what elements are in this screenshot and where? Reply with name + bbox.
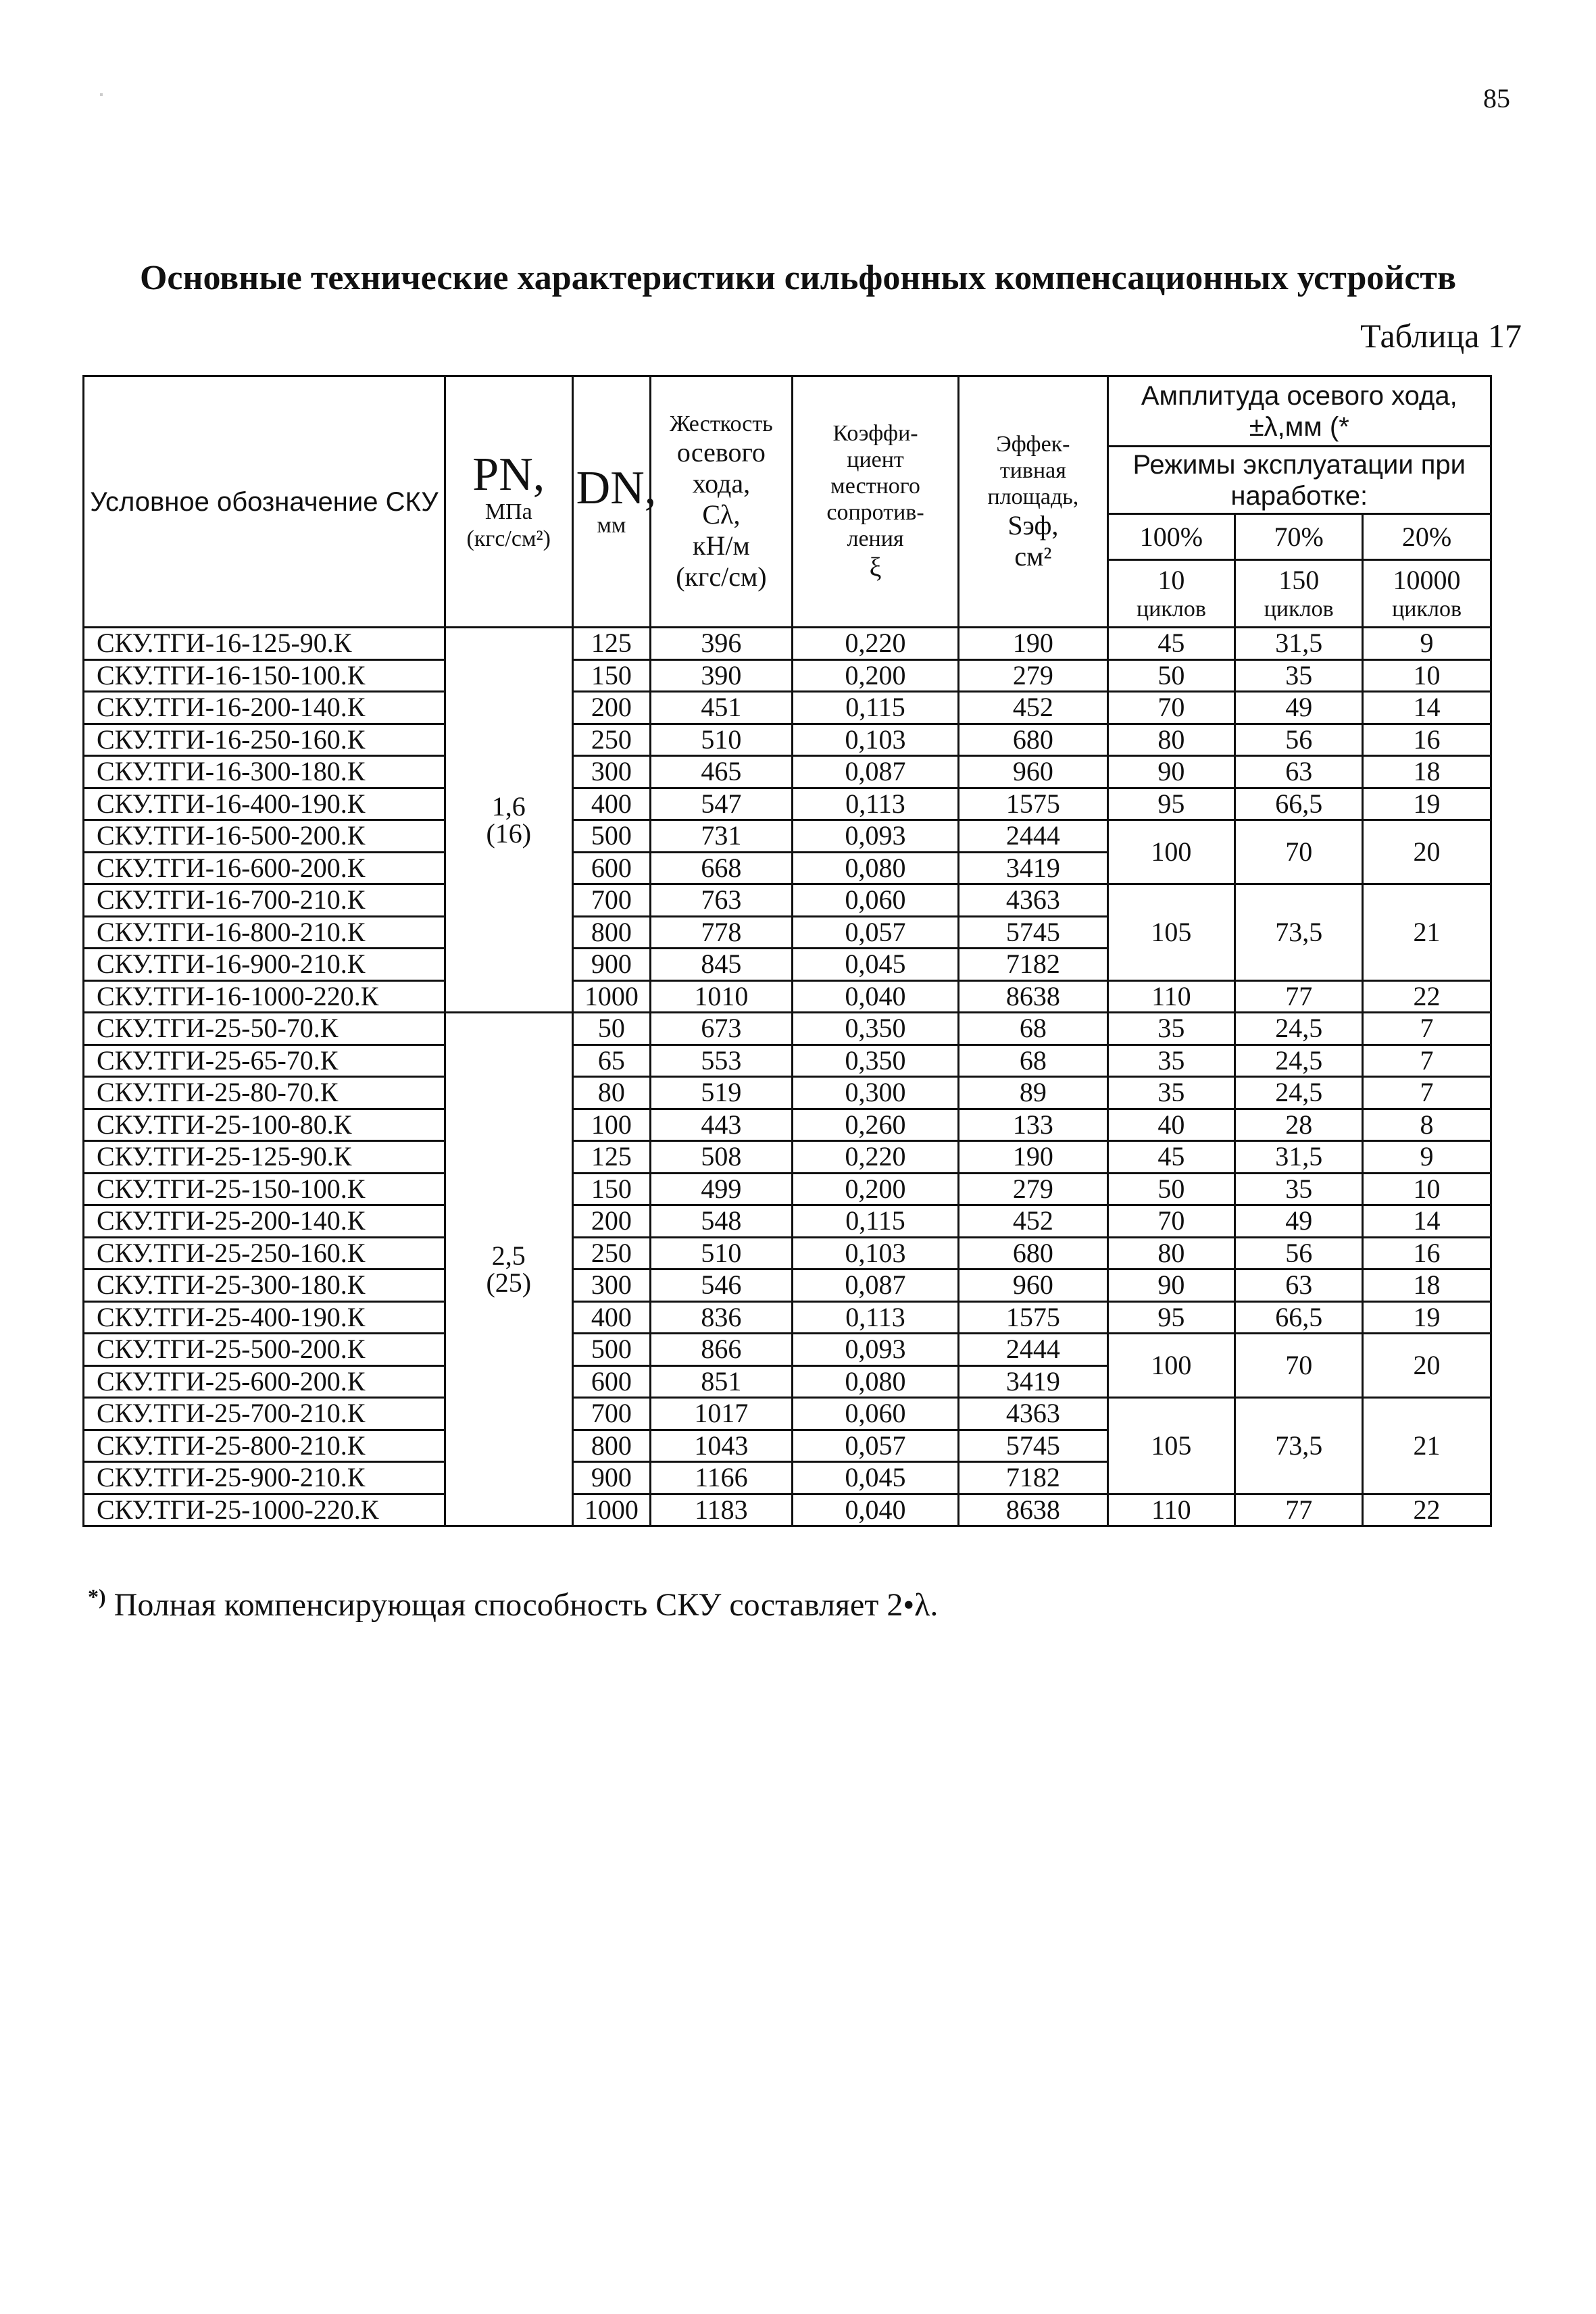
area-cell: 680 [959,724,1107,756]
amplitude-70-cell: 70 [1235,820,1363,884]
amplitude-20-cell: 7 [1363,1013,1491,1045]
area-cell: 960 [959,756,1107,788]
area-cell: 7182 [959,1462,1107,1494]
table-row [84,756,1491,788]
stiffness-cell: 778 [651,916,793,949]
header-pn: PN, МПа (кгс/см²) [445,376,572,628]
dn-cell: 800 [572,1430,650,1462]
designation-cell: СКУ.ТГИ-25-65-70.К [84,1045,445,1077]
designation-cell: СКУ.ТГИ-16-400-190.К [84,788,445,820]
dn-cell: 150 [572,659,650,692]
amplitude-100-cell: 90 [1107,1269,1235,1302]
designation-cell: СКУ.ТГИ-25-50-70.К [84,1013,445,1045]
pn-value: 2,5 [491,1240,526,1271]
coefficient-cell: 0,260 [792,1109,958,1141]
area-cell: 4363 [959,1398,1107,1430]
area-cell: 8638 [959,980,1107,1013]
area-cell: 2444 [959,1334,1107,1366]
page-number: 85 [1483,83,1510,114]
coefficient-cell: 0,057 [792,1430,958,1462]
designation-cell: СКУ.ТГИ-16-1000-220.К [84,980,445,1013]
dn-cell: 500 [572,820,650,853]
amplitude-100-cell: 70 [1107,1205,1235,1238]
designation-cell: СКУ.ТГИ-25-250-160.К [84,1237,445,1269]
coefficient-cell: 0,045 [792,949,958,981]
designation-cell: СКУ.ТГИ-16-200-140.К [84,692,445,724]
area-cell: 452 [959,692,1107,724]
amplitude-70-cell: 56 [1235,724,1363,756]
stiffness-cell: 1010 [651,980,793,1013]
coefficient-cell: 0,113 [792,788,958,820]
amplitude-70-cell: 24,5 [1235,1045,1363,1077]
amplitude-20-cell: 19 [1363,1301,1491,1334]
amplitude-70-cell: 77 [1235,1494,1363,1526]
area-cell: 190 [959,628,1107,660]
dn-cell: 700 [572,1398,650,1430]
stiffness-cell: 731 [651,820,793,853]
coefficient-cell: 0,103 [792,1237,958,1269]
designation-cell: СКУ.ТГИ-25-500-200.К [84,1334,445,1366]
amplitude-100-cell: 90 [1107,756,1235,788]
area-cell: 5745 [959,916,1107,949]
amplitude-20-cell: 20 [1363,820,1491,884]
amplitude-70-cell: 49 [1235,1205,1363,1238]
header-cycles-10000: 10000 циклов [1363,560,1491,628]
amplitude-100-cell: 110 [1107,980,1235,1013]
coefficient-cell: 0,060 [792,1398,958,1430]
table-row [84,692,1491,724]
designation-cell: СКУ.ТГИ-16-600-200.К [84,852,445,884]
amplitude-100-cell: 80 [1107,1237,1235,1269]
table-row [84,1334,1491,1366]
header-effective-area: Эффек- тивная площадь, Sэф, см² [959,376,1107,628]
area-cell: 68 [959,1045,1107,1077]
amplitude-20-cell: 16 [1363,1237,1491,1269]
dn-cell: 600 [572,1365,650,1398]
amplitude-70-cell: 31,5 [1235,628,1363,660]
dn-cell: 80 [572,1077,650,1109]
coefficient-cell: 0,220 [792,1141,958,1174]
area-cell: 960 [959,1269,1107,1302]
table-label: Таблица 17 [1360,317,1522,355]
pn-cell [445,628,572,1013]
stiffness-cell: 510 [651,724,793,756]
stiffness-cell: 1166 [651,1462,793,1494]
coefficient-cell: 0,200 [792,659,958,692]
stiffness-cell: 836 [651,1301,793,1334]
stiffness-cell: 553 [651,1045,793,1077]
amplitude-100-cell: 40 [1107,1109,1235,1141]
amplitude-70-cell: 73,5 [1235,884,1363,981]
amplitude-70-cell: 70 [1235,1334,1363,1398]
dn-cell: 500 [572,1334,650,1366]
designation-cell: СКУ.ТГИ-25-150-100.К [84,1173,445,1205]
designation-cell: СКУ.ТГИ-25-600-200.К [84,1365,445,1398]
coefficient-cell: 0,045 [792,1462,958,1494]
dn-cell: 900 [572,1462,650,1494]
amplitude-70-cell: 28 [1235,1109,1363,1141]
coefficient-cell: 0,087 [792,756,958,788]
amplitude-70-cell: 24,5 [1235,1013,1363,1045]
designation-cell: СКУ.ТГИ-16-150-100.К [84,659,445,692]
designation-cell: СКУ.ТГИ-16-700-210.К [84,884,445,917]
coefficient-cell: 0,103 [792,724,958,756]
amplitude-20-cell: 22 [1363,1494,1491,1526]
amplitude-100-cell: 70 [1107,692,1235,724]
coefficient-cell: 0,060 [792,884,958,917]
header-percent-100: 100% [1107,514,1235,560]
footnote-mark: *) [88,1584,106,1609]
coefficient-cell: 0,093 [792,1334,958,1366]
coefficient-cell: 0,115 [792,692,958,724]
amplitude-70-cell: 77 [1235,980,1363,1013]
header-cycles-150: 150 циклов [1235,560,1363,628]
amplitude-70-cell: 24,5 [1235,1077,1363,1109]
amplitude-70-cell: 66,5 [1235,788,1363,820]
coefficient-cell: 0,350 [792,1045,958,1077]
header-amplitude: Амплитуда осевого хода, ±λ,мм (* [1107,376,1491,447]
stiffness-cell: 1183 [651,1494,793,1526]
amplitude-100-cell: 35 [1107,1045,1235,1077]
footnote [88,1584,938,1624]
header-designation: Условное обозначение СКУ [84,376,445,628]
amplitude-20-cell: 21 [1363,1398,1491,1494]
designation-cell: СКУ.ТГИ-16-900-210.К [84,949,445,981]
table-row [84,1141,1491,1174]
area-cell: 4363 [959,884,1107,917]
designation-cell: СКУ.ТГИ-16-250-160.К [84,724,445,756]
designation-cell: СКУ.ТГИ-25-100-80.К [84,1109,445,1141]
amplitude-100-cell: 50 [1107,659,1235,692]
page-title: Основные технические характеристики сильфонных компенсационных устройств [139,259,1457,297]
coefficient-cell: 0,200 [792,1173,958,1205]
dn-cell: 200 [572,692,650,724]
area-cell: 3419 [959,852,1107,884]
table-row [84,1269,1491,1302]
amplitude-70-cell: 35 [1235,1173,1363,1205]
amplitude-100-cell: 105 [1107,1398,1235,1494]
dn-cell: 1000 [572,1494,650,1526]
coefficient-cell: 0,093 [792,820,958,853]
dn-cell: 300 [572,756,650,788]
stiffness-cell: 546 [651,1269,793,1302]
amplitude-20-cell: 8 [1363,1109,1491,1141]
amplitude-100-cell: 100 [1107,820,1235,884]
dn-cell: 100 [572,1109,650,1141]
coefficient-cell: 0,113 [792,1301,958,1334]
area-cell: 279 [959,1173,1107,1205]
pn-value-kgf: (16) [486,818,532,849]
designation-cell: СКУ.ТГИ-16-800-210.К [84,916,445,949]
table-row [84,1013,1491,1045]
designation-cell: СКУ.ТГИ-16-500-200.К [84,820,445,853]
table-row [84,1301,1491,1334]
amplitude-70-cell: 31,5 [1235,1141,1363,1174]
stiffness-cell: 508 [651,1141,793,1174]
coefficient-cell: 0,115 [792,1205,958,1238]
stiffness-cell: 547 [651,788,793,820]
designation-cell: СКУ.ТГИ-25-300-180.К [84,1269,445,1302]
dn-cell: 200 [572,1205,650,1238]
amplitude-20-cell: 7 [1363,1077,1491,1109]
stiffness-cell: 443 [651,1109,793,1141]
coefficient-cell: 0,300 [792,1077,958,1109]
table-row [84,1045,1491,1077]
stiffness-cell: 451 [651,692,793,724]
amplitude-100-cell: 110 [1107,1494,1235,1526]
stiffness-cell: 866 [651,1334,793,1366]
dn-cell: 900 [572,949,650,981]
header-percent-20: 20% [1363,514,1491,560]
coefficient-cell: 0,040 [792,980,958,1013]
amplitude-20-cell: 9 [1363,1141,1491,1174]
amplitude-100-cell: 105 [1107,884,1235,981]
amplitude-100-cell: 35 [1107,1013,1235,1045]
dn-cell: 50 [572,1013,650,1045]
dn-cell: 800 [572,916,650,949]
designation-cell: СКУ.ТГИ-25-200-140.К [84,1205,445,1238]
coefficient-cell: 0,087 [792,1269,958,1302]
area-cell: 3419 [959,1365,1107,1398]
footnote-text: Полная компенсирующая способность СКУ составляет 2•λ. [105,1587,939,1623]
area-cell: 5745 [959,1430,1107,1462]
amplitude-100-cell: 35 [1107,1077,1235,1109]
designation-cell: СКУ.ТГИ-25-400-190.К [84,1301,445,1334]
coefficient-cell: 0,350 [792,1013,958,1045]
amplitude-20-cell: 18 [1363,1269,1491,1302]
header-stiffness: Жесткость осевого хода, Cλ, кН/м (кгс/см) [651,376,793,628]
stiffness-cell: 1017 [651,1398,793,1430]
dn-cell: 600 [572,852,650,884]
stiffness-cell: 499 [651,1173,793,1205]
amplitude-20-cell: 10 [1363,659,1491,692]
stiffness-cell: 390 [651,659,793,692]
area-cell: 1575 [959,788,1107,820]
table-row [84,884,1491,917]
amplitude-70-cell: 63 [1235,756,1363,788]
stiffness-cell: 763 [651,884,793,917]
amplitude-20-cell: 18 [1363,756,1491,788]
coefficient-cell: 0,220 [792,628,958,660]
area-cell: 89 [959,1077,1107,1109]
stiffness-cell: 519 [651,1077,793,1109]
table-row [84,980,1491,1013]
stiffness-cell: 548 [651,1205,793,1238]
stiffness-cell: 845 [651,949,793,981]
amplitude-100-cell: 100 [1107,1334,1235,1398]
amplitude-20-cell: 9 [1363,628,1491,660]
pn-value-kgf: (25) [486,1267,532,1298]
designation-cell: СКУ.ТГИ-25-700-210.К [84,1398,445,1430]
amplitude-100-cell: 45 [1107,1141,1235,1174]
table-row [84,1173,1491,1205]
stiffness-cell: 673 [651,1013,793,1045]
table-row [84,820,1491,853]
amplitude-100-cell: 95 [1107,1301,1235,1334]
area-cell: 190 [959,1141,1107,1174]
area-cell: 8638 [959,1494,1107,1526]
stiffness-cell: 1043 [651,1430,793,1462]
designation-cell: СКУ.ТГИ-16-300-180.К [84,756,445,788]
specification-table [82,375,1492,1527]
amplitude-70-cell: 56 [1235,1237,1363,1269]
table-row [84,1494,1491,1526]
coefficient-cell: 0,080 [792,852,958,884]
amplitude-70-cell: 63 [1235,1269,1363,1302]
stiffness-cell: 668 [651,852,793,884]
stiffness-cell: 510 [651,1237,793,1269]
coefficient-cell: 0,057 [792,916,958,949]
area-cell: 2444 [959,820,1107,853]
dn-cell: 700 [572,884,650,917]
dn-cell: 250 [572,1237,650,1269]
area-cell: 279 [959,659,1107,692]
designation-cell: СКУ.ТГИ-25-800-210.К [84,1430,445,1462]
amplitude-20-cell: 14 [1363,1205,1491,1238]
dn-cell: 125 [572,1141,650,1174]
header-resistance-coefficient: Коэффи- циент местного сопротив- ления ξ [792,376,958,628]
table-row [84,1077,1491,1109]
dn-cell: 1000 [572,980,650,1013]
table-body [84,628,1491,1526]
header-dn: DN, мм [572,376,650,628]
dn-cell: 400 [572,1301,650,1334]
dn-cell: 400 [572,788,650,820]
dn-cell: 65 [572,1045,650,1077]
coefficient-cell: 0,040 [792,1494,958,1526]
coefficient-cell: 0,080 [792,1365,958,1398]
pn-value: 1,6 [491,790,526,822]
dn-cell: 250 [572,724,650,756]
header-percent-70: 70% [1235,514,1363,560]
stiffness-cell: 396 [651,628,793,660]
table-row [84,1205,1491,1238]
table-row [84,628,1491,660]
amplitude-70-cell: 66,5 [1235,1301,1363,1334]
area-cell: 452 [959,1205,1107,1238]
amplitude-100-cell: 45 [1107,628,1235,660]
table-row [84,1398,1491,1430]
scan-speck [100,93,103,96]
dn-cell: 125 [572,628,650,660]
designation-cell: СКУ.ТГИ-25-1000-220.К [84,1494,445,1526]
header-cycles-10: 10 циклов [1107,560,1235,628]
amplitude-70-cell: 49 [1235,692,1363,724]
dn-cell: 300 [572,1269,650,1302]
amplitude-20-cell: 20 [1363,1334,1491,1398]
amplitude-20-cell: 22 [1363,980,1491,1013]
header-modes: Режимы эксплуатации при наработке: [1107,447,1491,514]
table-row [84,724,1491,756]
stiffness-cell: 465 [651,756,793,788]
dn-cell: 150 [572,1173,650,1205]
amplitude-20-cell: 16 [1363,724,1491,756]
amplitude-70-cell: 73,5 [1235,1398,1363,1494]
amplitude-20-cell: 19 [1363,788,1491,820]
designation-cell: СКУ.ТГИ-25-80-70.К [84,1077,445,1109]
table-row [84,788,1491,820]
area-cell: 680 [959,1237,1107,1269]
table-row [84,1237,1491,1269]
area-cell: 68 [959,1013,1107,1045]
area-cell: 7182 [959,949,1107,981]
amplitude-100-cell: 80 [1107,724,1235,756]
area-cell: 1575 [959,1301,1107,1334]
area-cell: 133 [959,1109,1107,1141]
amplitude-20-cell: 14 [1363,692,1491,724]
amplitude-100-cell: 50 [1107,1173,1235,1205]
amplitude-70-cell: 35 [1235,659,1363,692]
amplitude-20-cell: 7 [1363,1045,1491,1077]
amplitude-20-cell: 21 [1363,884,1491,981]
designation-cell: СКУ.ТГИ-16-125-90.К [84,628,445,660]
table-row [84,659,1491,692]
stiffness-cell: 851 [651,1365,793,1398]
designation-cell: СКУ.ТГИ-25-125-90.К [84,1141,445,1174]
table-row [84,1109,1491,1141]
amplitude-100-cell: 95 [1107,788,1235,820]
amplitude-20-cell: 10 [1363,1173,1491,1205]
designation-cell: СКУ.ТГИ-25-900-210.К [84,1462,445,1494]
pn-cell [445,1013,572,1526]
